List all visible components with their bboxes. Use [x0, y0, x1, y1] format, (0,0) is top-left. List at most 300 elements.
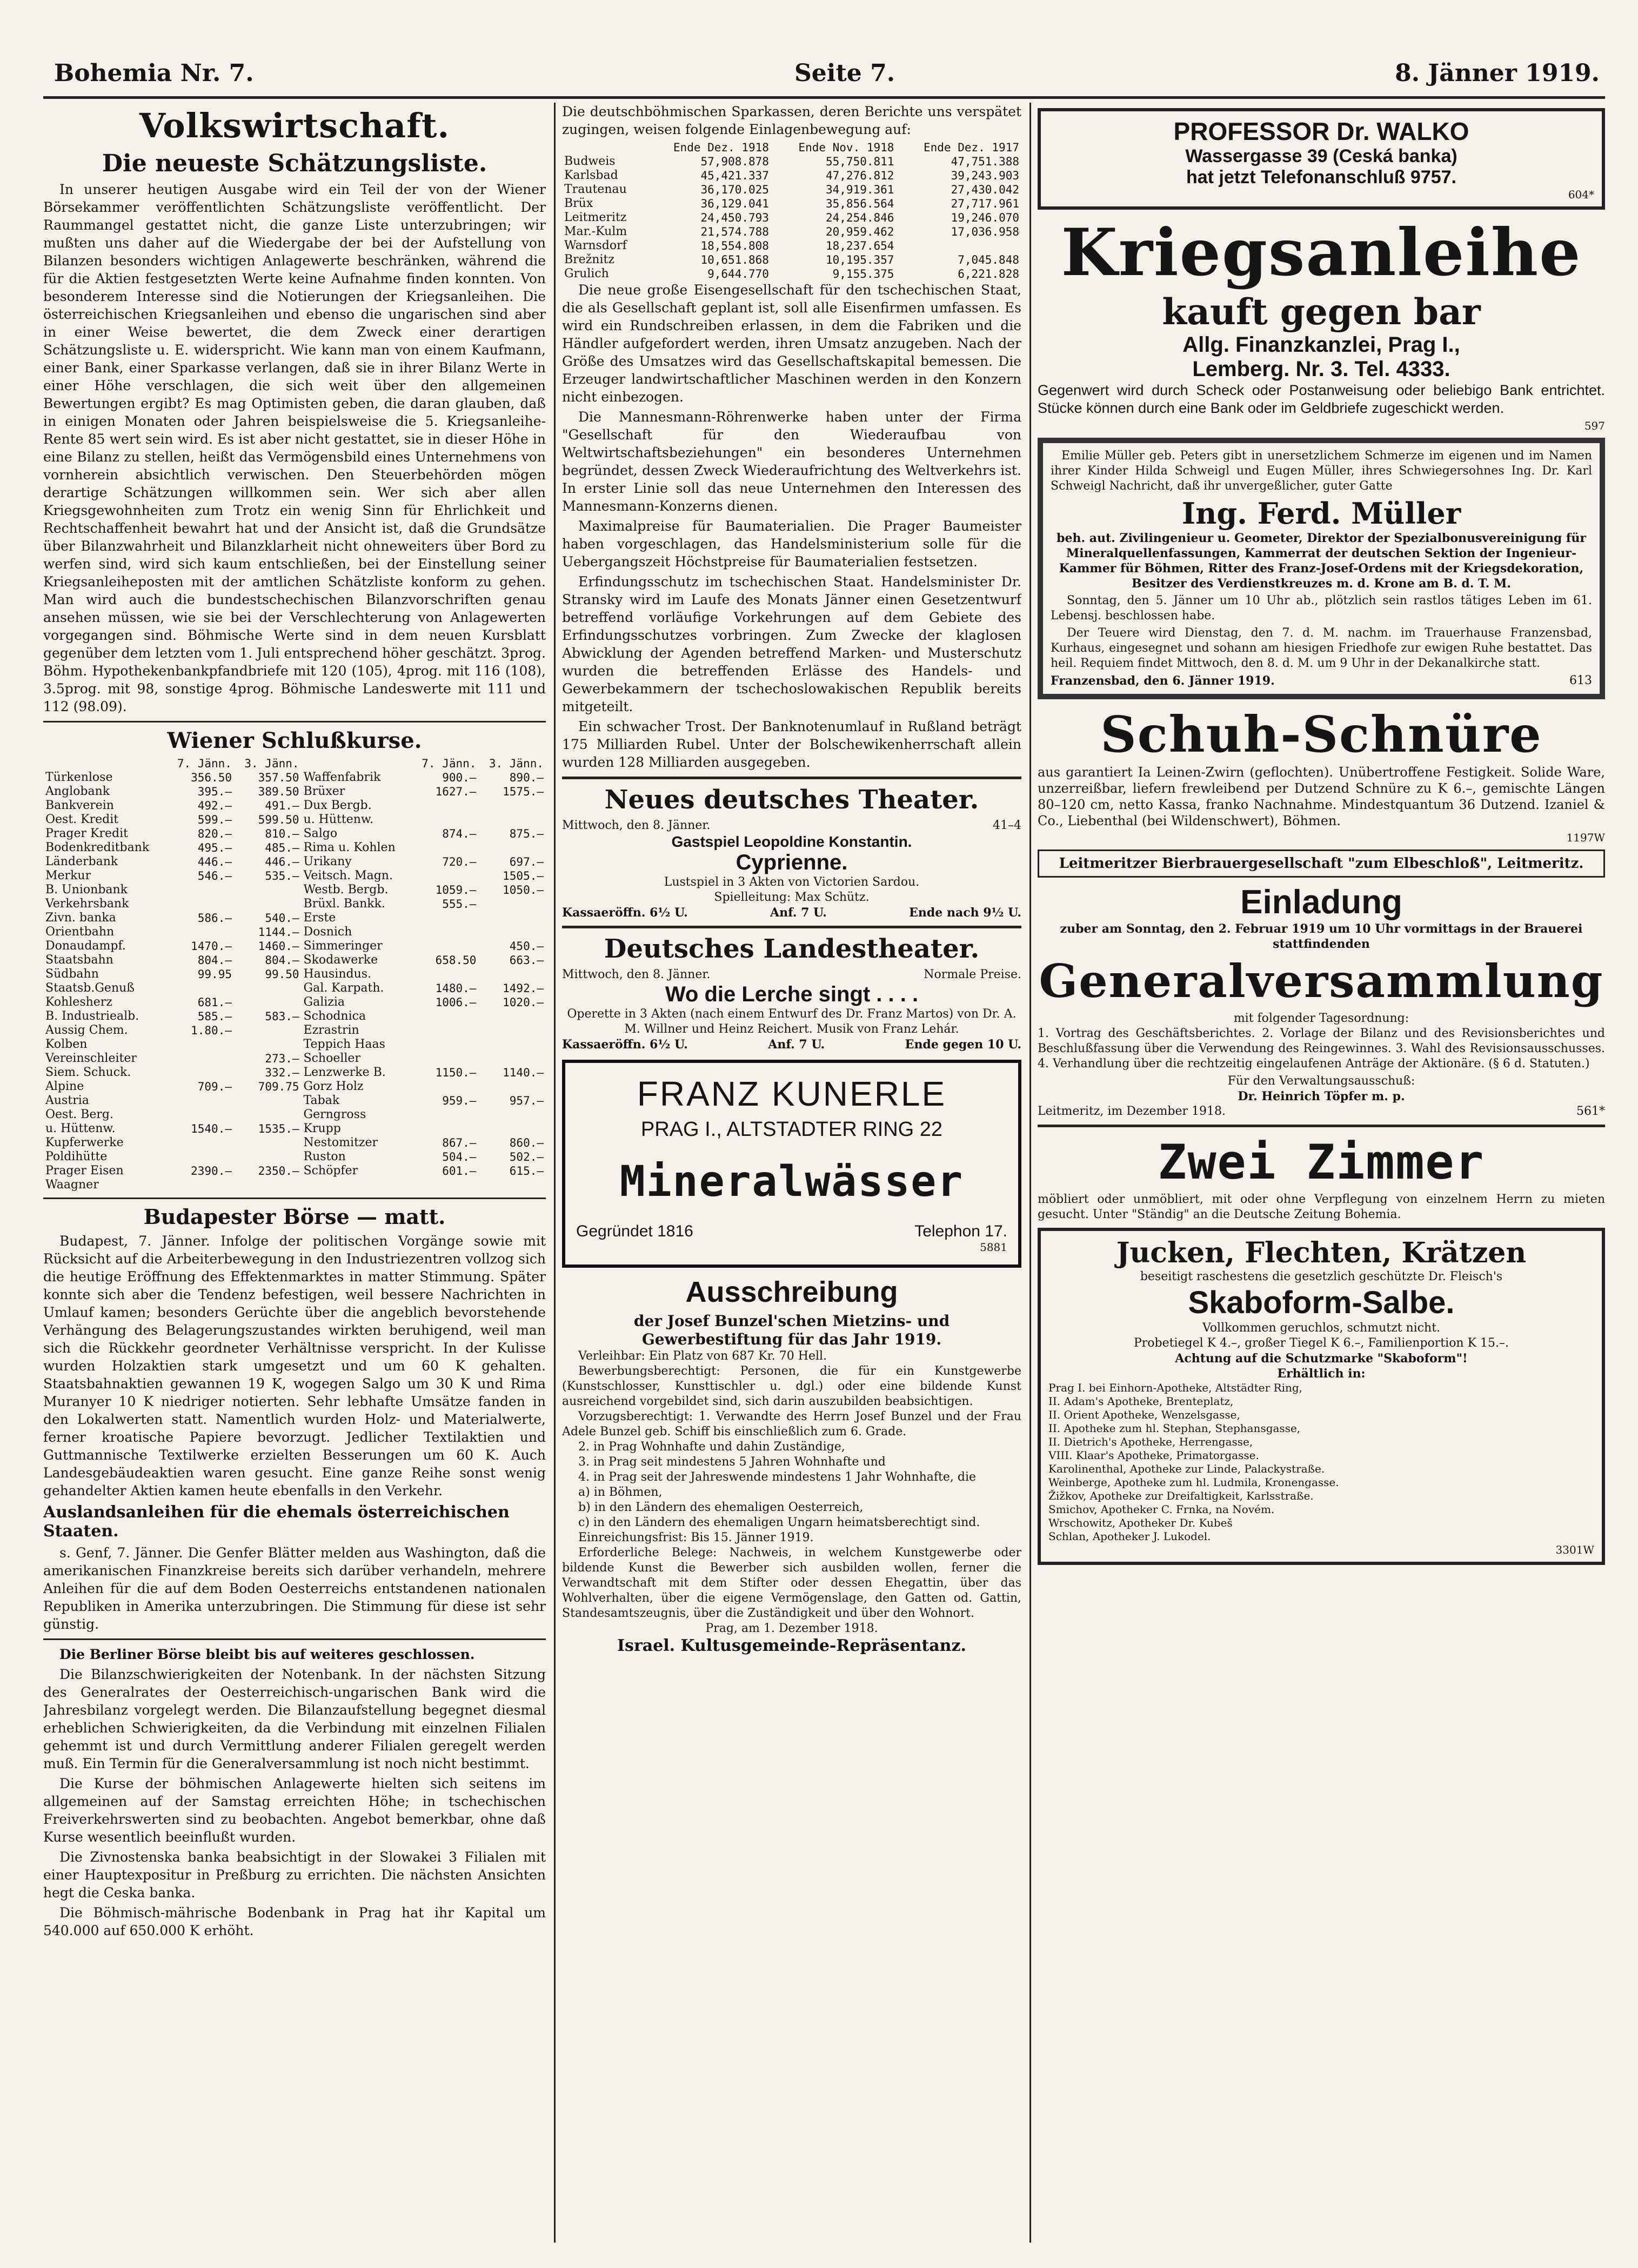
- walko-phone: hat jetzt Telefonanschluß 9757.: [1186, 167, 1457, 188]
- table-row: [43, 981, 546, 995]
- ausland-title: Auslandsanleihen für die ehemals österreichischen Staaten.: [43, 1503, 510, 1541]
- table-cell: [411, 799, 479, 813]
- theater-times: [562, 905, 1021, 920]
- table-cell: [234, 1178, 302, 1192]
- shop-item: Schlan, Apotheker J. Lukodel.: [1048, 1530, 1211, 1543]
- table-cell: 615.–: [509, 1165, 544, 1178]
- table-cell: [411, 925, 479, 939]
- ausschreibung-line: a) in Böhmen,: [578, 1486, 663, 1499]
- ad-code: 1197W: [1566, 831, 1605, 844]
- table-cell: 6,221.828: [958, 267, 1019, 280]
- shop-item: II. Apotheke zum hl. Stephan, Stephansgasse,: [1048, 1422, 1301, 1435]
- table-cell: [411, 1122, 479, 1136]
- divider: [43, 1638, 546, 1640]
- table-cell: 99.95: [197, 968, 232, 981]
- theater-box-office: Kassaeröffn. 6½ U.: [562, 1038, 688, 1052]
- table-row: [43, 1122, 546, 1136]
- table-cell: 2350.–: [258, 1165, 299, 1178]
- divider: [43, 721, 546, 722]
- skaboform-warning: Achtung auf die Schutzmarke "Skaboform"!: [1175, 1352, 1468, 1366]
- table-cell: Salgo: [303, 827, 338, 840]
- sparkassen-table: [562, 141, 1021, 281]
- table-cell: [478, 1023, 546, 1038]
- skaboform-product: Skaboform-Salbe.: [1188, 1285, 1455, 1320]
- table-cell: [478, 911, 546, 925]
- table-cell: [411, 1178, 479, 1192]
- table-cell: 27,430.042: [951, 183, 1019, 196]
- schuh-ad: [1038, 705, 1605, 844]
- ausschreibung-title: Ausschreibung: [685, 1276, 898, 1308]
- ausschreibung-body: [562, 1349, 1021, 1621]
- bodenbank-body: Die Böhmisch-mährische Bodenbank in Prag hat ihr Kapital um 540.000 auf 650.000 K erhöht.: [43, 1905, 546, 1938]
- table-cell: Dosnich: [303, 925, 352, 939]
- page-header: [54, 59, 1600, 92]
- table-cell: [234, 995, 302, 1009]
- table-cell: 585.–: [197, 1010, 232, 1023]
- table-row: [43, 883, 546, 897]
- table-row: [562, 211, 1021, 225]
- table-cell: 1505.–: [503, 869, 544, 882]
- shop-item: II. Orient Apotheke, Wenzelsgasse,: [1048, 1408, 1240, 1421]
- theater-guest: Gastspiel Leopoldine Konstantin.: [671, 833, 912, 850]
- table-header-cell: Ende Dez. 1918: [673, 141, 769, 154]
- mannesmann-body: Die Mannesmann-Röhrenwerke haben unter der Firma "Gesellschaft für den Wiederaufbau von Weltwirtschaftsbeziehungen" ein besonderes Unternehmen begründet, dessen Zweck Wiederaufrichtung des Weltverkehrs ist. In erster Linie soll das neue Unternehmen den Interessen des Mannesmann-Konzerns dienen.: [562, 409, 1021, 514]
- table-cell: B. Industriealb.: [45, 1009, 139, 1023]
- article-title: Die neueste Schätzungsliste.: [102, 150, 487, 177]
- table-cell: 681.–: [197, 996, 232, 1009]
- table-cell: Staatsb.Genuß: [45, 981, 135, 995]
- table-row: [43, 855, 546, 869]
- table-cell: 1492.–: [503, 982, 544, 995]
- table-header-cell: [43, 757, 166, 771]
- table-cell: Mar.-Kulm: [564, 225, 627, 238]
- theater-end: Ende nach 9½ U.: [909, 906, 1021, 920]
- kriegsanleihe-firm: Allg. Finanzkanzlei, Prag I.,: [1182, 333, 1460, 357]
- ausschreibung-line: c) in den Ländern des ehemaligen Ungarn heimatsberechtigt sind.: [578, 1516, 980, 1529]
- table-cell: 709.75: [258, 1080, 299, 1093]
- table-cell: 709.–: [197, 1080, 232, 1093]
- table-header-cell: Ende Dez. 1917: [923, 141, 1019, 154]
- theater-date: Mittwoch, den 8. Jänner.: [562, 968, 711, 981]
- table-cell: 389.50: [258, 785, 299, 798]
- article-body: In unserer heutigen Ausgabe wird ein Teil der von der Wiener Börsekammer veröffentlichten Schätzungsliste veröffentlicht. Der Raummangel gestattet nicht, die ganze Liste unterzubringen; wir mußten uns daher auf die Wiedergabe der bei der Aufstellung von Bilanzen besonders wichtigen Anlagewerte beschränken, während die für die Aktien festgesetzten Werte keine Aufnahme finden konnten. Von besonderem Interesse sind die Notierungen der Kriegsanleihen. Die österreichischen Kriegsanleihen und ebenso die ungarischen sind aber in einer Weise bewertet, die dem Zweck einer derartigen Schätzungsliste u. E. widerspricht. Wie kann man von einem Kaufmann, einer Bank, einer Sparkasse verlangen, daß sie in ihrer Bilanz Werte in einer Höhe verschlagen, die sich weit über den allgemeinen Bewertungen ergibt? Es mag Optimisten geben, die daran glauben, daß in einigen Monaten oder Jahren beispielsweise die 5. Kriegsanleihe-Rente 85 wert sein wird. Es ist aber nicht gestattet, sie in dieser Höhe in eine Bilanz zu stellen, heißt das Vermögensbild eines Unternehmens von vornherein absichtlich verwischen. Den Steuerbehörden mögen derartige Schätzungen willkommen sein. Wer sich aber allen Kriegsgewohnheiten zum Trotz ein wenig Sinn für Ehrlichkeit und Rechtschaffenheit bewahrt hat und der Ansicht ist, daß die Grundsätze über Bilanzwahrheit und Bilanzklarheit nicht ohneweiters über Bord zu werfen sind, wird sich kaum entschließen, bei der Einstellung seiner Kriegsanleiheposten mit der amtlichen Schätzliste konform zu gehen. Man wird auch die bundestschechischen Bilanzvorschriften genau ansehen müssen, wie sie bei der Verschlechterung von Anlagewerten vorgegangen sind. Böhmische Werte sind in dem neuen Kursblatt gegenüber dem letzten vom 1. Juli entsprechend höher geschätzt. 3prog. Böhm. Hypothekenbankpfandbriefe mit 120 (105), 4prog. mit 116 (108), 3.5prog. mit 98, sonstige 4prog. Böhmische Landeswerte mit 111 und 112 (98.09).: [43, 182, 546, 714]
- obituary-ad: [1038, 438, 1605, 699]
- table-cell: Budweis: [564, 155, 616, 168]
- leitmeritz-bar: [1038, 849, 1605, 878]
- eisen-body: Die neue große Eisengesellschaft für den tschechischen Staat, die als Gesellschaft geplant ist, soll alle Eisenfirmen umfassen. Es wird ein Rundschreiben erlassen, in dem die Fabriken und die Händler aufgefordert werden, ihren Umsatz anzugeben. Nach der Größe des Umsatzes wird das Gesellschaftskapital bemessen. Die Erzeuger landwirtschaftlicher Maschinen werden in den Konzern nicht einbezogen.: [562, 282, 1021, 405]
- leitmeritz-line: Leitmeritzer Bierbrauergesellschaft "zum Elbeschloß", Leitmeritz.: [1059, 855, 1584, 872]
- header-page-number: Seite 7.: [794, 59, 895, 87]
- theater-director: Spielleitung: Max Schütz.: [714, 891, 870, 904]
- walko-address: Wassergasse 39 (Ceská banka): [1185, 146, 1458, 166]
- table-cell: [478, 1038, 546, 1052]
- table-cell: 18,554.808: [700, 239, 769, 252]
- obituary-intro: Emilie Müller geb. Peters gibt in unersetzlichem Schmerze im eigenen und im Namen ihrer Kinder Hilda Schweigl und Eugen Müller, ihres Schwiegersohnes Ing. Dr. Karl Schweigl Nachricht, daß ihr unvergeßlicher, guter Gatte: [1051, 449, 1592, 493]
- table-row: [562, 253, 1021, 267]
- table-cell: 890.–: [509, 771, 544, 784]
- table-cell: 7,045.848: [958, 253, 1019, 266]
- header-date: 8. Jänner 1919.: [1395, 59, 1600, 87]
- theater-dateline: [562, 818, 1021, 833]
- table-cell: [478, 1080, 546, 1094]
- divider: [562, 926, 1021, 928]
- table-cell: Vereinschleiter: [45, 1052, 137, 1065]
- table-row: [43, 1108, 546, 1122]
- table-row: [43, 1136, 546, 1150]
- skaboform-sub: beseitigt raschestens die gesetzlich geschützte Dr. Fleisch's: [1140, 1270, 1503, 1283]
- table-row: [43, 939, 546, 953]
- table-cell: Schodnica: [303, 1009, 366, 1023]
- table-cell: 36,170.025: [700, 183, 769, 196]
- table-cell: Teppich Haas: [303, 1038, 385, 1051]
- kunerle-ad: [562, 1060, 1021, 1268]
- table-cell: Rima u. Kohlen: [303, 841, 396, 854]
- table-row: [43, 813, 546, 827]
- table-cell: 804.–: [197, 954, 232, 967]
- table-cell: 1540.–: [191, 1122, 232, 1135]
- shop-item: VIII. Klaar's Apotheke, Primatorgasse.: [1048, 1449, 1259, 1462]
- table-row: [43, 1009, 546, 1023]
- table-cell: Kohlesherz: [45, 995, 112, 1009]
- table-cell: 1575.–: [503, 785, 544, 798]
- table-cell: [166, 897, 234, 911]
- table-cell: [411, 1108, 479, 1122]
- table-cell: [478, 1009, 546, 1023]
- table-cell: Merkur: [45, 869, 91, 882]
- shop-item: II. Dietrich's Apotheke, Herrengasse,: [1048, 1435, 1253, 1448]
- table-cell: [166, 1178, 234, 1192]
- table-cell: 957.–: [509, 1094, 544, 1107]
- theater-ad-neues: [562, 785, 1021, 920]
- ausschreibung-signature: Israel. Kultusgemeinde-Repräsentanz.: [617, 1636, 966, 1655]
- column-rule-1: [554, 103, 556, 2243]
- shop-item: Žižkov, Apotheke zur Dreifaltigkeit, Karlsstraße.: [1048, 1489, 1314, 1502]
- kunerle-phone: Telephon 17.: [914, 1222, 1007, 1240]
- table-cell: Skodawerke: [303, 953, 378, 967]
- table-cell: 658.50: [435, 954, 477, 967]
- table-cell: Siem. Schuck.: [45, 1066, 131, 1079]
- table-cell: 1460.–: [258, 940, 299, 953]
- kriegsanleihe-body: Gegenwert wird durch Scheck oder Postanweisung oder beliebigo Bank entrichtet. Stücke können durch eine Bank oder im Geldbriefe zugeschickt werden.: [1038, 382, 1605, 416]
- walko-name: PROFESSOR Dr. WALKO: [1173, 117, 1469, 145]
- table-cell: 720.–: [442, 855, 477, 868]
- table-cell: 36,129.041: [700, 197, 769, 210]
- table-cell: Länderbank: [45, 855, 118, 868]
- table-cell: 45,421.337: [700, 169, 769, 182]
- table-cell: 357.50: [258, 771, 299, 784]
- einladung-footer: [1038, 1104, 1605, 1119]
- theater-title: Deutsches Landestheater.: [604, 934, 980, 964]
- ad-code: 561*: [1576, 1105, 1605, 1118]
- skaboform-title: Jucken, Flechten, Krätzen: [1116, 1236, 1527, 1269]
- sparkassen-table-body: [562, 155, 1021, 281]
- table-cell: Donaudampf.: [45, 939, 126, 953]
- table-cell: [478, 799, 546, 813]
- table-cell: 10,651.868: [700, 253, 769, 266]
- skaboform-desc: Vollkommen geruchlos, schmutzt nicht.: [1202, 1321, 1441, 1335]
- einladung-sub: zuber am Sonntag, den 2. Februar 1919 um 10 Uhr vormittags in der Brauerei stattfindenden: [1060, 922, 1583, 951]
- divider: [562, 777, 1021, 779]
- table-cell: 900.–: [442, 771, 477, 784]
- ad-code: 5881: [980, 1241, 1007, 1254]
- table-cell: Bodenkreditbank: [45, 841, 150, 854]
- skaboform-avail: Erhältlich in:: [1277, 1367, 1366, 1381]
- table-cell: Warnsdorf: [564, 239, 627, 252]
- table-cell: [234, 1150, 302, 1164]
- ausland-body: s. Genf, 7. Jänner. Die Genfer Blätter melden aus Washington, daß die amerikanischen Finanzkreise bereits sich darüber verhandeln, mehrere Anleihen für die auf dem Boden Oesterreichs entstandenen nationalen Republiken in Amerika unterzubringen. Die Stimmung für diese ist sehr günstig.: [43, 1545, 546, 1632]
- table-cell: [411, 869, 479, 883]
- theater-price: Normale Preise.: [924, 968, 1021, 981]
- table-cell: [166, 1052, 234, 1066]
- kunerle-product: Mineralwässer: [619, 1158, 964, 1206]
- einladung-place-date: Leitmeritz, im Dezember 1918.: [1038, 1105, 1226, 1118]
- zimmer-ad: [1038, 1133, 1605, 1222]
- skaboform-shop-list: [1048, 1381, 1594, 1543]
- column-ads: [1038, 103, 1605, 2248]
- table-cell: 485.–: [265, 841, 299, 854]
- table-cell: 9,644.770: [707, 267, 769, 280]
- table-row: [562, 183, 1021, 197]
- theater-play: Wo die Lerche singt . . . .: [665, 982, 919, 1006]
- table-cell: [411, 1052, 479, 1066]
- baumaterial-body: Maximalpreise für Baumaterialien. Die Prager Baumeister haben vorgeschlagen, das Handelsministerium solle für die Uebergangszeit Höchstpreise für Baumaterialien festsetzen.: [562, 518, 1021, 570]
- table-row: [43, 1052, 546, 1066]
- section-title: Volkswirtschaft.: [139, 106, 450, 145]
- table-header-cell: 7. Jänn.: [177, 757, 232, 770]
- obituary-footer: [1051, 673, 1592, 688]
- zimmer-title: Zwei Zimmer: [1158, 1134, 1485, 1190]
- table-cell: Gerngross: [303, 1108, 366, 1121]
- theater-box-office: Kassaeröffn. 6½ U.: [562, 906, 688, 920]
- table-cell: Alpine: [45, 1080, 84, 1093]
- table-row: [43, 771, 546, 785]
- table-row: [43, 841, 546, 855]
- table-row: [43, 953, 546, 967]
- skaboform-prices: Probetiegel K 4.–, großer Tiegel K 6.–, Familienportion K 15.–.: [1133, 1336, 1509, 1350]
- table-cell: 2390.–: [191, 1165, 232, 1178]
- table-row: [43, 1178, 546, 1192]
- table-row: [43, 869, 546, 883]
- ausschreibung-line: Bewerbungsberechtigt: Personen, die für ein Kunstgewerbe (Kunstschlosser, Kunsttischler u. dgl.) oder eine bildende Kunst ausreichend vorgebildet sind, sich darin auszubilden beabsichtigen.: [562, 1364, 1021, 1408]
- table-cell: Bankverein: [45, 799, 114, 812]
- ausschreibung-subtitle: der Josef Bunzel'schen Mietzins- und Gewerbestiftung für das Jahr 1919.: [633, 1312, 950, 1348]
- table-cell: [234, 1094, 302, 1108]
- table-cell: [166, 981, 234, 995]
- table-cell: [478, 813, 546, 827]
- kunerle-founded: Gegründet 1816: [576, 1222, 693, 1240]
- table-cell: 599.–: [197, 813, 232, 826]
- table-cell: 867.–: [442, 1136, 477, 1149]
- kriegsanleihe-title: Kriegsanleihe: [1061, 215, 1582, 291]
- table-cell: 492.–: [197, 799, 232, 812]
- table-row: [43, 1164, 546, 1178]
- theater-number: 41–4: [993, 819, 1021, 832]
- theater-desc: Lustspiel in 3 Akten von Victorien Sardou.: [664, 875, 920, 889]
- table-cell: 535.–: [265, 869, 299, 882]
- ad-code: 597: [1584, 419, 1605, 432]
- table-cell: 491.–: [265, 799, 299, 812]
- table-cell: 1.80.–: [191, 1024, 232, 1037]
- shop-item: Prag I. bei Einhorn-Apotheke, Altstädter Ring,: [1048, 1381, 1303, 1394]
- erfindung-body: Erfindungsschutz im tschechischen Staat. Handelsminister Dr. Stransky wird im Laufe des Monats Jänner einen Gesetzentwurf betreffend vorläufige Vorkehrungen auf dem Gebiete des Erfindungsschutzes vorbringen. Zum Zwecke der klaglosen Abwicklung der Agenden betreffend Marken- und Musterschutz wurden die betreffenden Erlässe des Handels- und Gewerbekammern der tschechoslowakischen Republik bereits mitgeteilt.: [562, 574, 1021, 714]
- table-cell: [234, 981, 302, 995]
- table-row: [43, 911, 546, 925]
- obituary-name: Ing. Ferd. Müller: [1181, 496, 1461, 531]
- table-header-row: [562, 141, 1021, 155]
- table-row: [562, 225, 1021, 239]
- kriegsanleihe-ad: [1038, 215, 1605, 432]
- header-masthead: Bohemia Nr. 7.: [54, 59, 254, 87]
- table-cell: Nestomitzer: [303, 1136, 378, 1149]
- table-cell: 1470.–: [191, 940, 232, 953]
- table-cell: 555.–: [442, 898, 477, 911]
- table-cell: Leitmeritz: [564, 211, 627, 224]
- table-cell: 18,237.654: [826, 239, 894, 252]
- table-row: [562, 155, 1021, 169]
- table-row: [43, 967, 546, 981]
- table-cell: [411, 841, 479, 855]
- table-cell: [411, 939, 479, 953]
- table-cell: 697.–: [509, 855, 544, 868]
- table-cell: 1020.–: [503, 996, 544, 1009]
- table-cell: Krupp: [303, 1122, 341, 1135]
- table-cell: [166, 1066, 234, 1080]
- table-cell: Tabak: [303, 1094, 340, 1107]
- table-cell: [166, 883, 234, 897]
- table-cell: 21,574.788: [700, 225, 769, 238]
- ausschreibung-line: 2. in Prag Wohnhafte und dahin Zuständige,: [578, 1440, 845, 1454]
- stock-table: [43, 757, 546, 1192]
- table-title: Wiener Schlußkurse.: [167, 728, 422, 753]
- table-cell: Kupferwerke: [45, 1136, 124, 1149]
- ausschreibung-line: Erforderliche Belege: Nachweis, in welchem Kunstgewerbe oder bildende Kunst die Bewerber sich ausbilden wollen, ferner die Verwandtschaft mit dem Stifter oder dessen Ehegattin, über das Wohlverhalten, über die eigene Vermögenslage, den Gatten od. Gattin, Standesamtszeugnis, über die Zuständigkeit und über den Wohnort.: [562, 1546, 1021, 1620]
- table-cell: [166, 1108, 234, 1122]
- table-cell: Staatsbahn: [45, 953, 113, 967]
- table-cell: Brüxer: [303, 785, 345, 798]
- table-cell: Dux Bergb.: [303, 799, 372, 812]
- table-cell: 273.–: [265, 1052, 299, 1065]
- theater-desc: Operette in 3 Akten (nach einem Entwurf des Dr. Franz Martos) von Dr. A. M. Willner und Heinz Reichert. Musik von Franz Lehár.: [567, 1007, 1017, 1036]
- table-cell: [478, 1052, 546, 1066]
- zimmer-body: möbliert oder unmöbliert, mit oder ohne Verpflegung von einzelnem Herrn zu mieten gesucht. Unter "Ständig" an die Deutsche Zeitung Bohemia.: [1038, 1193, 1605, 1221]
- table-cell: 804.–: [265, 954, 299, 967]
- table-cell: Grulich: [564, 267, 609, 280]
- table-cell: 47,751.388: [951, 155, 1019, 168]
- table-cell: 1050.–: [503, 884, 544, 897]
- table-header-cell: 3. Jänn.: [489, 757, 544, 770]
- table-cell: Oest. Kredit: [45, 813, 119, 826]
- table-header-cell: 7. Jänn.: [422, 757, 477, 770]
- ausschreibung-place-date: Prag, am 1. Dezember 1918.: [705, 1622, 878, 1635]
- table-cell: u. Hüttenw.: [303, 813, 374, 826]
- table-cell: 860.–: [509, 1136, 544, 1149]
- shop-item: Smichov, Apotheker C. Frnka, na Novém.: [1048, 1503, 1275, 1516]
- theater-start: Anf. 7 U.: [770, 906, 827, 920]
- table-cell: B. Unionbank: [45, 883, 128, 897]
- table-cell: 20,959.462: [826, 225, 894, 238]
- table-cell: [411, 1080, 479, 1094]
- table-cell: [166, 1150, 234, 1164]
- table-header-cell: Ende Nov. 1918: [798, 141, 894, 154]
- einladung-signer: Dr. Heinrich Töpfer m. p.: [1238, 1089, 1405, 1103]
- ausschreibung-line: 4. in Prag seit der Jahreswende mindestens 1 Jahr Wohnhafte, die: [578, 1470, 977, 1484]
- table-cell: [234, 897, 302, 911]
- header-rule: [43, 96, 1605, 99]
- table-cell: 495.–: [197, 841, 232, 854]
- table-cell: [478, 967, 546, 981]
- newspaper-page: [22, 38, 1616, 2248]
- table-cell: Austria: [45, 1094, 89, 1107]
- obituary-desc: beh. aut. Zivilingenieur u. Geometer, Direktor der Spezialbonusvereinigung für Mineralquellenfassungen, Kammerrat der deutschen Sektion der Ingenieur-Kammer für Böhmen, Ritter des Franz-Josef-Ordens mit der Kriegsdekoration, Besitzer des Verdienstkreuzes m. d. Krone am B. d. T. M.: [1057, 531, 1586, 591]
- table-cell: 99.50: [265, 968, 299, 981]
- theater-date: Mittwoch, den 8. Jänner.: [562, 819, 711, 832]
- ausschreibung-line: 3. in Prag seit mindestens 5 Jahren Wohnhafte und: [578, 1455, 886, 1469]
- table-cell: Ezrastrin: [303, 1023, 359, 1037]
- ausschreibung-line: Verleihbar: Ein Platz von 687 Kr. 70 Hell.: [578, 1349, 827, 1363]
- table-row: [562, 239, 1021, 253]
- table-cell: [411, 1009, 479, 1023]
- table-cell: [302, 1178, 411, 1192]
- table-cell: 1006.–: [435, 996, 477, 1009]
- table-cell: 1627.–: [435, 785, 477, 798]
- budapest-title: Budapester Börse — matt.: [143, 1205, 446, 1229]
- table-cell: Türkenlose: [45, 771, 113, 784]
- table-cell: Brüx: [564, 197, 593, 210]
- table-cell: 1150.–: [435, 1066, 477, 1079]
- theater-dateline: [562, 967, 1021, 982]
- table-cell: [166, 1136, 234, 1150]
- table-cell: 17,036.958: [951, 225, 1019, 238]
- table-cell: [478, 897, 546, 911]
- table-cell: 820.–: [197, 827, 232, 840]
- ad-code: 613: [1569, 674, 1592, 687]
- table-cell: [478, 1108, 546, 1122]
- table-cell: 24,450.793: [700, 211, 769, 224]
- table-cell: Urikany: [303, 855, 352, 868]
- berliner-notice: Die Berliner Börse bleibt bis auf weiteres geschlossen.: [59, 1647, 475, 1662]
- trost-body: Ein schwacher Trost. Der Banknotenumlauf in Rußland beträgt 175 Milliarden Rubel. Unter der Bolschewikenherrschaft allein wurden 128 Milliarden ausgegeben.: [562, 719, 1021, 770]
- table-row: [43, 925, 546, 939]
- theater-start: Anf. 7 U.: [768, 1038, 825, 1052]
- kurse-body: Die Kurse der böhmischen Anlagewerte hielten sich seitens im allgemeinen auf der Samstag erreichten Höhe; in tschechischen Freiverkehrswerten sind zu beobachten. Angebot bemerkbar, ohne daß Kurse wesentlich beeinflußt wurden.: [43, 1776, 546, 1845]
- table-cell: 47,276.812: [826, 169, 894, 182]
- einladung-order-intro: mit folgender Tagesordnung:: [1233, 1012, 1409, 1025]
- kriegsanleihe-address: Lemberg. Nr. 3. Tel. 4333.: [1192, 357, 1450, 381]
- shop-item: Weinberge, Apotheke zum hl. Ludmila, Kronengasse.: [1048, 1476, 1339, 1489]
- table-cell: 24,254.846: [826, 211, 894, 224]
- zivno-body: Die Zivnostenska banka beabsichtigt in der Slowakei 3 Filialen mit einer Hauptexpositur in Preßburg zu errichten. Die nächsten Ansichten hegt die Ceska banka.: [43, 1849, 546, 1901]
- table-cell: Prager Eisen: [45, 1164, 124, 1178]
- obituary-death: Sonntag, den 5. Jänner um 10 Uhr ab., plötzlich sein rastlos tätiges Leben im 61. Lebensj. beschlossen habe.: [1051, 594, 1592, 623]
- table-cell: 27,717.961: [951, 197, 1019, 210]
- table-cell: 450.–: [509, 940, 544, 953]
- table-cell: Südbahn: [45, 967, 99, 981]
- table-cell: 10,195.357: [826, 253, 894, 266]
- table-cell: [411, 1038, 479, 1052]
- table-cell: 356.50: [191, 771, 232, 784]
- table-cell: Veitsch. Magn.: [303, 869, 393, 882]
- table-cell: u. Hüttenw.: [45, 1122, 116, 1135]
- stock-table-body: [43, 771, 546, 1192]
- table-cell: 810.–: [265, 827, 299, 840]
- kunerle-footer: [576, 1222, 1007, 1241]
- table-row: [43, 799, 546, 813]
- table-cell: [234, 1108, 302, 1122]
- table-cell: Westb. Bergb.: [303, 883, 389, 897]
- table-cell: [234, 1038, 302, 1052]
- schuh-body: aus garantiert Ia Leinen-Zwirn (geflochten). Unübertroffene Festigkeit. Solide Ware, unzerreißbar, liefern frewleibend per Dutzend Schnüre zu K 6.–, gemischte Längen 80–120 cm, netto Kassa, franko Nachnahme. Mindestquantum 36 Dutzend. Izaniel & Co., Liebenthal (bei Wildenschwert), Böhmen.: [1038, 765, 1605, 828]
- table-cell: 1059.–: [435, 884, 477, 897]
